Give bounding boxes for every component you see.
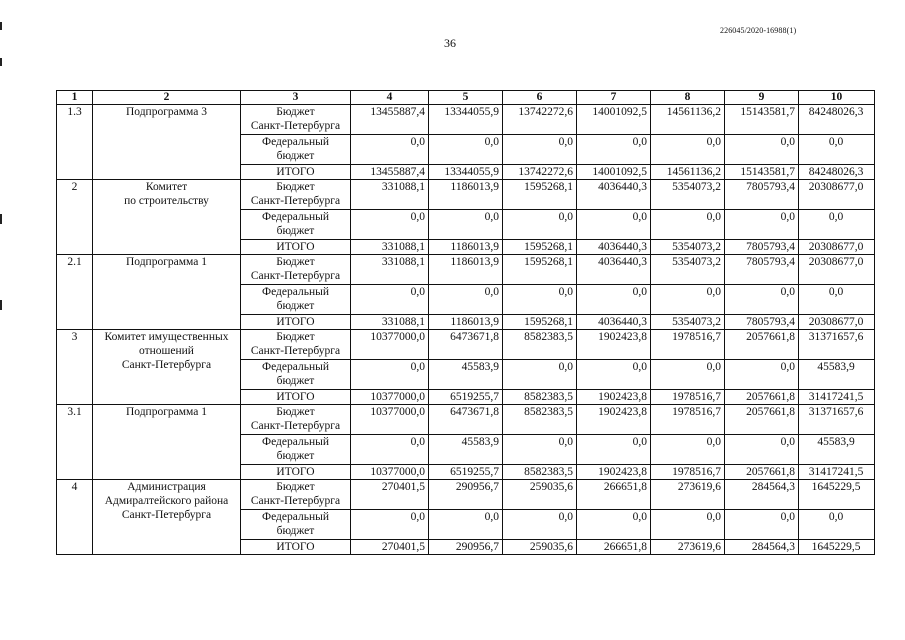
value-cell: 0,0 <box>577 510 651 540</box>
row-name: Комитет имущественных отношений Санкт-Петербурга <box>93 330 241 405</box>
funding-source: Федеральный бюджет <box>241 510 351 540</box>
value-cell: 0,0 <box>351 285 429 315</box>
value-cell: 0,0 <box>351 135 429 165</box>
value-cell: 273619,6 <box>651 480 725 510</box>
value-cell: 6519255,7 <box>429 465 503 480</box>
value-cell: 0,0 <box>503 360 577 390</box>
value-cell: 10377000,0 <box>351 405 429 435</box>
value-cell: 0,0 <box>503 435 577 465</box>
header-row <box>57 91 875 105</box>
value-cell: 7805793,4 <box>725 255 799 285</box>
value-cell: 331088,1 <box>351 315 429 330</box>
value-cell: 331088,1 <box>351 255 429 285</box>
value-cell: 10377000,0 <box>351 330 429 360</box>
value-cell: 284564,3 <box>725 480 799 510</box>
funding-source: Бюджет Санкт-Петербурга <box>241 255 351 285</box>
value-cell: 4036440,3 <box>577 255 651 285</box>
value-cell: 84248026,3 <box>799 105 875 135</box>
value-cell: 0,0 <box>577 285 651 315</box>
value-cell: 0,0 <box>725 210 799 240</box>
value-cell: 1978516,7 <box>651 390 725 405</box>
value-cell: 270401,5 <box>351 540 429 555</box>
value-cell: 0,0 <box>651 135 725 165</box>
value-cell: 266651,8 <box>577 480 651 510</box>
table-row <box>57 330 875 360</box>
value-cell: 14561136,2 <box>651 165 725 180</box>
row-code: 3.1 <box>57 405 93 480</box>
funding-source: ИТОГО <box>241 465 351 480</box>
value-cell: 0,0 <box>799 135 875 165</box>
value-cell: 20308677,0 <box>799 315 875 330</box>
document-id: 226045/2020-16988(1) <box>720 26 797 35</box>
value-cell: 1595268,1 <box>503 315 577 330</box>
value-cell: 31417241,5 <box>799 390 875 405</box>
value-cell: 5354073,2 <box>651 180 725 210</box>
value-cell: 31371657,6 <box>799 405 875 435</box>
value-cell: 0,0 <box>725 135 799 165</box>
budget-table <box>56 90 875 555</box>
value-cell: 20308677,0 <box>799 180 875 210</box>
value-cell: 259035,6 <box>503 540 577 555</box>
value-cell: 8582383,5 <box>503 330 577 360</box>
value-cell: 0,0 <box>651 360 725 390</box>
value-cell: 10377000,0 <box>351 390 429 405</box>
value-cell: 0,0 <box>351 510 429 540</box>
value-cell: 45583,9 <box>799 435 875 465</box>
header-cell: 10 <box>799 91 875 105</box>
row-name: Администрация Адмиралтейского района Санкт-Петербурга <box>93 480 241 555</box>
row-code: 3 <box>57 330 93 405</box>
value-cell: 13344055,9 <box>429 165 503 180</box>
funding-source: Бюджет Санкт-Петербурга <box>241 330 351 360</box>
value-cell: 7805793,4 <box>725 240 799 255</box>
value-cell: 2057661,8 <box>725 330 799 360</box>
header-cell: 2 <box>93 91 241 105</box>
value-cell: 14561136,2 <box>651 105 725 135</box>
table-row <box>57 180 875 210</box>
value-cell: 4036440,3 <box>577 240 651 255</box>
value-cell: 13742272,6 <box>503 165 577 180</box>
value-cell: 31371657,6 <box>799 330 875 360</box>
funding-source: ИТОГО <box>241 540 351 555</box>
value-cell: 20308677,0 <box>799 240 875 255</box>
value-cell: 0,0 <box>651 510 725 540</box>
value-cell: 31417241,5 <box>799 465 875 480</box>
value-cell: 1902423,8 <box>577 405 651 435</box>
value-cell: 0,0 <box>725 285 799 315</box>
value-cell: 266651,8 <box>577 540 651 555</box>
funding-source: Бюджет Санкт-Петербурга <box>241 405 351 435</box>
margin-mark <box>0 300 2 310</box>
value-cell: 14001092,5 <box>577 105 651 135</box>
value-cell: 1978516,7 <box>651 465 725 480</box>
value-cell: 1902423,8 <box>577 330 651 360</box>
funding-source: Федеральный бюджет <box>241 285 351 315</box>
value-cell: 0,0 <box>503 210 577 240</box>
value-cell: 0,0 <box>503 510 577 540</box>
header-cell: 9 <box>725 91 799 105</box>
funding-source: Федеральный бюджет <box>241 435 351 465</box>
value-cell: 1902423,8 <box>577 465 651 480</box>
value-cell: 13455887,4 <box>351 105 429 135</box>
value-cell: 4036440,3 <box>577 315 651 330</box>
value-cell: 0,0 <box>799 210 875 240</box>
funding-source: ИТОГО <box>241 165 351 180</box>
funding-source: ИТОГО <box>241 315 351 330</box>
value-cell: 1978516,7 <box>651 330 725 360</box>
value-cell: 0,0 <box>725 510 799 540</box>
value-cell: 5354073,2 <box>651 255 725 285</box>
header-cell: 6 <box>503 91 577 105</box>
value-cell: 273619,6 <box>651 540 725 555</box>
value-cell: 0,0 <box>351 210 429 240</box>
table-body <box>57 91 875 555</box>
value-cell: 0,0 <box>799 510 875 540</box>
value-cell: 0,0 <box>577 135 651 165</box>
page-number: 36 <box>444 36 456 50</box>
value-cell: 0,0 <box>577 210 651 240</box>
funding-source: Бюджет Санкт-Петербурга <box>241 180 351 210</box>
value-cell: 1645229,5 <box>799 540 875 555</box>
funding-source: Федеральный бюджет <box>241 210 351 240</box>
value-cell: 0,0 <box>429 285 503 315</box>
value-cell: 0,0 <box>577 435 651 465</box>
funding-source: ИТОГО <box>241 390 351 405</box>
funding-source: Федеральный бюджет <box>241 360 351 390</box>
row-name: Подпрограмма 1 <box>93 405 241 480</box>
value-cell: 45583,9 <box>429 360 503 390</box>
value-cell: 15143581,7 <box>725 165 799 180</box>
value-cell: 0,0 <box>799 285 875 315</box>
value-cell: 0,0 <box>577 360 651 390</box>
value-cell: 290956,7 <box>429 540 503 555</box>
value-cell: 0,0 <box>429 135 503 165</box>
margin-mark <box>0 22 2 30</box>
value-cell: 8582383,5 <box>503 390 577 405</box>
row-code: 4 <box>57 480 93 555</box>
value-cell: 284564,3 <box>725 540 799 555</box>
value-cell: 4036440,3 <box>577 180 651 210</box>
header-cell: 4 <box>351 91 429 105</box>
value-cell: 0,0 <box>351 360 429 390</box>
value-cell: 45583,9 <box>429 435 503 465</box>
value-cell: 0,0 <box>503 135 577 165</box>
row-name: Комитет по строительству <box>93 180 241 255</box>
row-code: 2 <box>57 180 93 255</box>
funding-source: Бюджет Санкт-Петербурга <box>241 480 351 510</box>
value-cell: 5354073,2 <box>651 240 725 255</box>
value-cell: 290956,7 <box>429 480 503 510</box>
value-cell: 13455887,4 <box>351 165 429 180</box>
header-cell: 7 <box>577 91 651 105</box>
row-code: 2.1 <box>57 255 93 330</box>
margin-mark <box>0 214 2 224</box>
row-name: Подпрограмма 1 <box>93 255 241 330</box>
value-cell: 1978516,7 <box>651 405 725 435</box>
value-cell: 0,0 <box>503 285 577 315</box>
value-cell: 8582383,5 <box>503 405 577 435</box>
header-cell: 8 <box>651 91 725 105</box>
value-cell: 15143581,7 <box>725 105 799 135</box>
value-cell: 7805793,4 <box>725 180 799 210</box>
value-cell: 5354073,2 <box>651 315 725 330</box>
funding-source: Федеральный бюджет <box>241 135 351 165</box>
value-cell: 259035,6 <box>503 480 577 510</box>
value-cell: 2057661,8 <box>725 465 799 480</box>
value-cell: 331088,1 <box>351 240 429 255</box>
value-cell: 2057661,8 <box>725 405 799 435</box>
value-cell: 13742272,6 <box>503 105 577 135</box>
row-code: 1.3 <box>57 105 93 180</box>
margin-mark <box>0 58 2 66</box>
value-cell: 10377000,0 <box>351 465 429 480</box>
value-cell: 1902423,8 <box>577 390 651 405</box>
value-cell: 84248026,3 <box>799 165 875 180</box>
header-cell: 3 <box>241 91 351 105</box>
value-cell: 1186013,9 <box>429 240 503 255</box>
value-cell: 0,0 <box>429 210 503 240</box>
value-cell: 1595268,1 <box>503 180 577 210</box>
value-cell: 1186013,9 <box>429 315 503 330</box>
value-cell: 1595268,1 <box>503 240 577 255</box>
value-cell: 1186013,9 <box>429 255 503 285</box>
row-name: Подпрограмма 3 <box>93 105 241 180</box>
value-cell: 7805793,4 <box>725 315 799 330</box>
value-cell: 0,0 <box>351 435 429 465</box>
value-cell: 13344055,9 <box>429 105 503 135</box>
value-cell: 0,0 <box>651 210 725 240</box>
table-row <box>57 480 875 510</box>
value-cell: 20308677,0 <box>799 255 875 285</box>
value-cell: 2057661,8 <box>725 390 799 405</box>
value-cell: 45583,9 <box>799 360 875 390</box>
value-cell: 8582383,5 <box>503 465 577 480</box>
table-row <box>57 105 875 135</box>
table-row <box>57 405 875 435</box>
value-cell: 1186013,9 <box>429 180 503 210</box>
value-cell: 0,0 <box>725 360 799 390</box>
value-cell: 1645229,5 <box>799 480 875 510</box>
value-cell: 331088,1 <box>351 180 429 210</box>
value-cell: 6473671,8 <box>429 405 503 435</box>
funding-source: Бюджет Санкт-Петербурга <box>241 105 351 135</box>
value-cell: 14001092,5 <box>577 165 651 180</box>
value-cell: 0,0 <box>725 435 799 465</box>
value-cell: 1595268,1 <box>503 255 577 285</box>
value-cell: 0,0 <box>429 510 503 540</box>
value-cell: 0,0 <box>651 435 725 465</box>
value-cell: 0,0 <box>651 285 725 315</box>
value-cell: 6519255,7 <box>429 390 503 405</box>
table-row <box>57 255 875 285</box>
header-cell: 1 <box>57 91 93 105</box>
header-cell: 5 <box>429 91 503 105</box>
funding-source: ИТОГО <box>241 240 351 255</box>
value-cell: 6473671,8 <box>429 330 503 360</box>
value-cell: 270401,5 <box>351 480 429 510</box>
